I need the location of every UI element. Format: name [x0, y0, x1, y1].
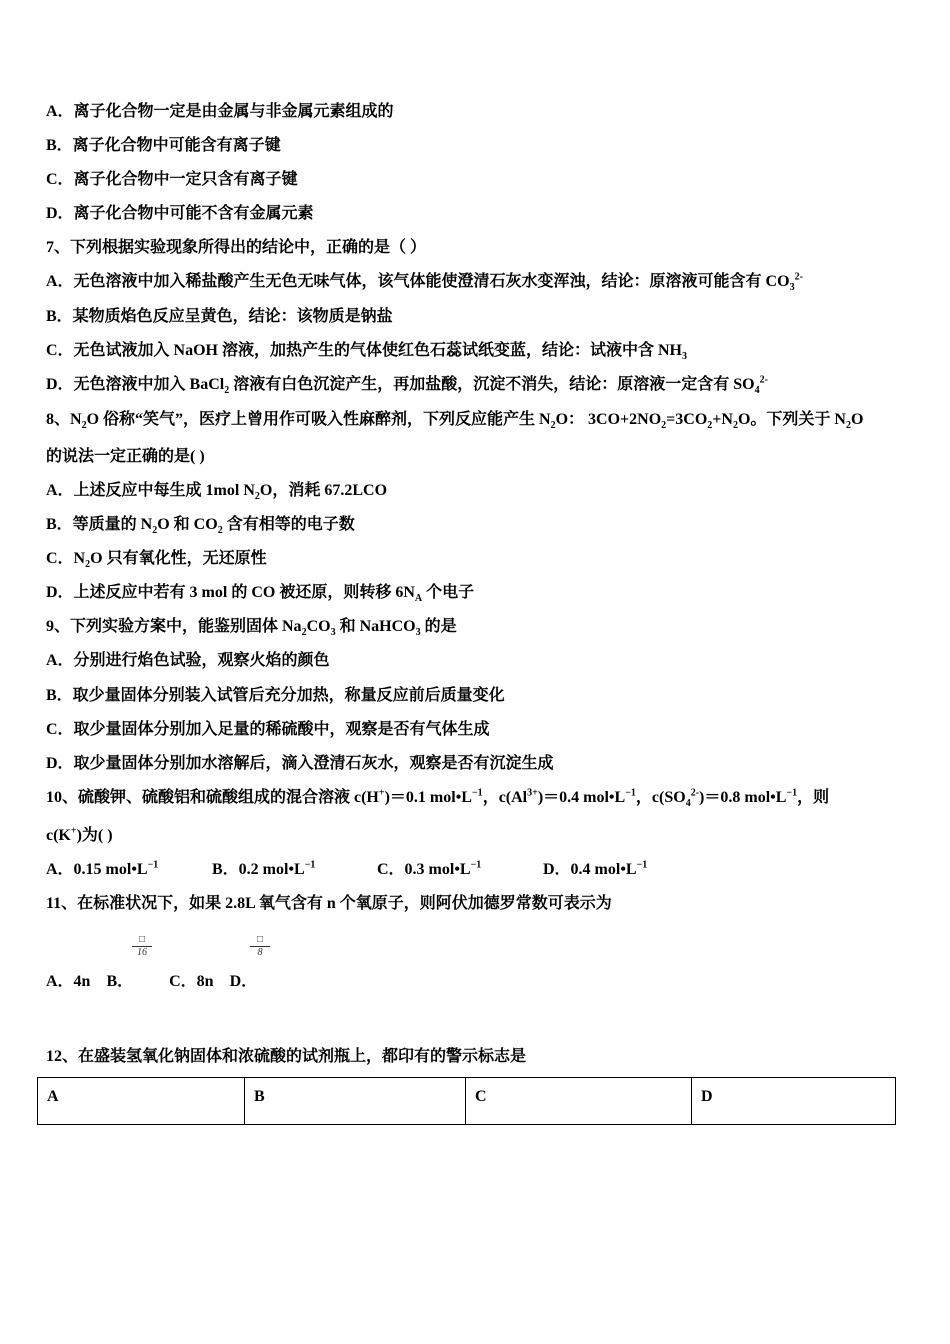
q12-stem: 12、在盛装氢氧化钠固体和浓硫酸的试剂瓶上，都印有的警示标志是 [46, 1048, 527, 1065]
q8-stem: 8、$N_2O$ 俗称“笑气”，医疗上曾用作可吸入性麻醉剂，下列反应能产生 $N_2O$： $3CO+2NO_2=3CO_2+N_2O$。下列关于 $N_2O$ [46, 411, 864, 432]
placeholder-glyph-icon: □ [132, 934, 152, 947]
q7-option-a: A．无色溶液中加入稀盐酸产生无色无味气体，该气体能使澄清石灰水变浑浊，结论：原溶液可能含有 $CO_3^{2-}$ [46, 271, 803, 294]
fraction-denominator: 16 [137, 947, 147, 958]
q6-option-d: D．离子化合物中可能不含有金属元素 [46, 205, 314, 222]
q6-option-c: C．离子化合物中一定只含有离子键 [46, 171, 298, 188]
q12-options-table [37, 1077, 896, 1125]
q8-option-b: B．等质量的 $N_2O$ 和 $CO_2$ 含有相等的电子数 [46, 516, 355, 537]
q11-stem: 11、在标准状况下，如果 2.8L 氧气含有 n 个氧原子，则阿伏加德罗常数可表示为 [46, 895, 612, 912]
q10-stem: 10、硫酸钾、硫酸铝和硫酸组成的混合溶液 c(H+)＝0.1 $mol•L^{-1}$，$c(Al^{3+})=0.4$ $mol•L^{-1}$，$c(SO_4^{2-})=0.8$ $mol•L^{-1}$，则 [46, 787, 830, 810]
q7-stem: 7、下列根据实验现象所得出的结论中，正确的是（ ） [46, 239, 427, 256]
q12-cell-d: D [692, 1078, 896, 1125]
q8-stem-continued: 的说法一定正确的是( ) [46, 448, 205, 465]
q8-option-d: D．上述反应中若有 3 mol 的 CO 被还原，则转移 $6N_A$ 个电子 [46, 584, 475, 605]
q6-option-b: B．离子化合物中可能含有离子键 [46, 137, 281, 154]
q9-stem: 9、下列实验方案中，能鉴别固体 $Na_2CO_3$ 和 NaHCO$_3$ 的是 [46, 618, 457, 639]
placeholder-glyph-icon: □ [250, 934, 270, 947]
q11-options: A．4n B． C．8n D． [46, 973, 258, 990]
q10-stem-continued: c(K+)为( ) [46, 825, 113, 844]
q12-cell-c: C [466, 1078, 692, 1125]
fraction-denominator: 8 [257, 947, 263, 958]
q9-option-d: D．取少量固体分别加水溶解后，滴入澄清石灰水，观察是否有沉淀生成 [46, 755, 554, 772]
q10-option-b: B．0.2 $mol•L^{-1}$ [212, 859, 316, 878]
q10-option-c: C．0.3 $mol•L^{-1}$ [377, 859, 482, 878]
q8-option-c: C．$N_2O$ 只有氧化性，无还原性 [46, 550, 267, 571]
table-row [38, 1078, 896, 1125]
q10-option-a: A．0.15 $mol•L^{-1}$ [46, 859, 159, 878]
q9-option-c: C．取少量固体分别加入足量的稀硫酸中，观察是否有气体生成 [46, 721, 490, 738]
q11-fraction-2 [250, 934, 270, 959]
q12-cell-b: B [245, 1078, 466, 1125]
q8-option-a: A．上述反应中每生成 1mol $N_2O$，消耗 67.2LCO [46, 482, 388, 503]
q7-option-c: C．无色试液加入 NaOH 溶液，加热产生的气体使红色石蕊试纸变蓝，结论：试液中含 $NH_3$ [46, 342, 688, 363]
q10-option-d: D．0.4 $mol•L^{-1}$ [543, 859, 648, 878]
q12-cell-a: A [38, 1078, 245, 1125]
q9-option-a: A．分别进行焰色试验，观察火焰的颜色 [46, 652, 330, 669]
q9-option-b: B．取少量固体分别装入试管后充分加热，称量反应前后质量变化 [46, 687, 505, 704]
q11-fraction-1 [132, 934, 152, 959]
q7-option-b: B．某物质焰色反应呈黄色，结论：该物质是钠盐 [46, 308, 393, 325]
q7-option-d: D．无色溶液中加入 BaCl$_2$ 溶液有白色沉淀产生，再加盐酸，沉淀不消失，结论：原溶液一定含有 $SO_4^{2-}$ [46, 374, 768, 397]
q6-option-a: A．离子化合物一定是由金属与非金属元素组成的 [46, 103, 394, 120]
